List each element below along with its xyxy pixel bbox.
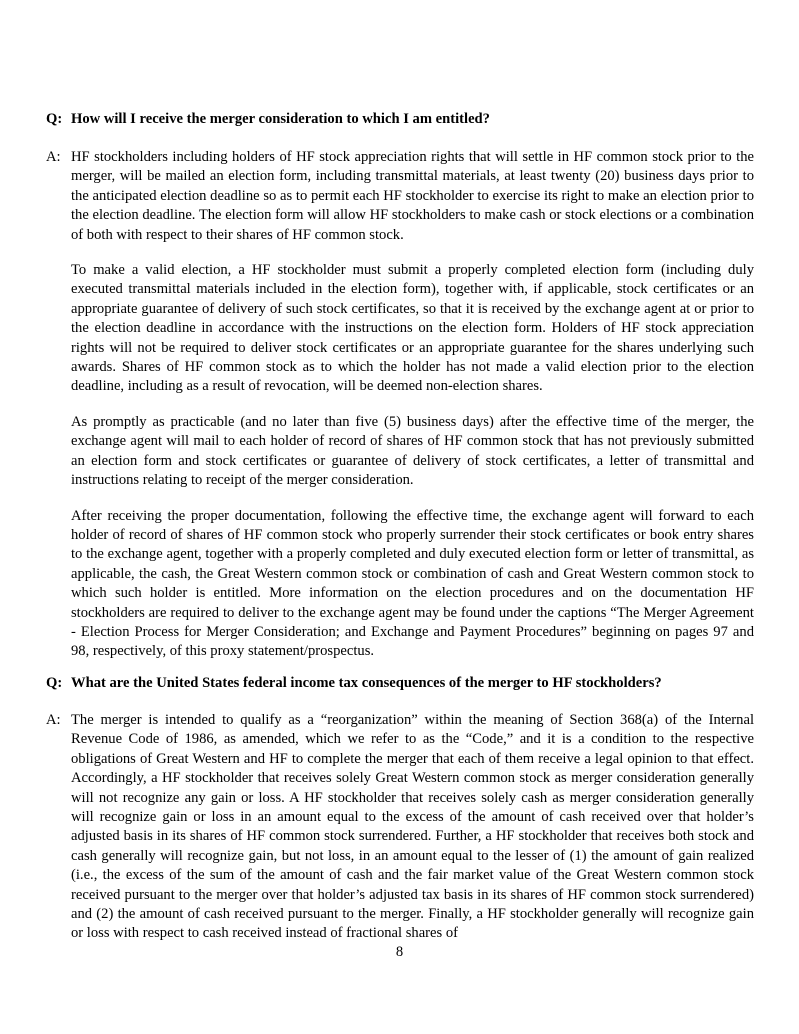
- question-text: How will I receive the merger consideration to which I am entitled?: [71, 111, 490, 127]
- question-label: Q:: [46, 111, 63, 127]
- answer-label: A:: [46, 149, 61, 165]
- answer-paragraph: As promptly as practicable (and no later than five (5) business days) after the effective time of the merger, the exchange agent will mail to each holder of record of shares of HF common stock that has not previously submitted an election form and stock certificates or guarantee of delivery of stock certificates, a letter of transmittal and instructions relating to receipt of the merger consideration.: [71, 413, 754, 489]
- answer-text: [71, 148, 754, 662]
- page-number: 8: [395, 944, 404, 960]
- answer-paragraph: To make a valid election, a HF stockholder must submit a properly completed election form (including duly executed transmittal materials included in the election form), together with, if applicable, stock certificates or an appropriate guarantee of delivery of such stock certificates, so that it is received by the exchange agent at or prior to the election deadline in accordance with the instructions on the election form. Holders of HF stock appreciation rights will not be required to deliver stock certificates or an appropriate guarantee for the shares underlying such awards. Shares of HF common stock as to which the holder has not made a valid election prior to the election deadline, including as a result of revocation, will be deemed non-election shares.: [71, 262, 754, 395]
- question-text: What are the United States federal income tax consequences of the merger to HF stockholders?: [71, 675, 662, 691]
- answer-paragraph: The merger is intended to qualify as a “reorganization” within the meaning of Section 368(a) of the Internal Revenue Code of 1986, as amended, which we refer to as the “Code,” and it is a condition to the respective obligations of Great Western and HF to complete the merger that each of them receive a legal opinion to that effect. Accordingly, a HF stockholder that receives solely Great Western common stock as merger consideration generally will not recognize any gain or loss. A HF stockholder that receives solely cash as merger consideration generally will recognize gain or loss in an amount equal to the excess of the amount of cash received over that holder’s adjusted basis in its shares of HF common stock surrendered. Further, a HF stockholder that receives both stock and cash generally will recognize gain, but not loss, in an amount equal to the lesser of (1) the amount of gain realized (i.e., the excess of the sum of the amount of cash and the fair market value of the Great Western common stock received pursuant to the merger over that holder’s adjusted tax basis in its shares of HF common stock surrendered) and (2) the amount of cash received pursuant to the merger. Finally, a HF stockholder generally will recognize gain or loss with respect to cash received instead of fractional shares of: [71, 712, 754, 942]
- question-2: [46, 674, 754, 693]
- question-label: Q:: [46, 675, 63, 691]
- question-1: [46, 110, 754, 129]
- answer-label: A:: [46, 712, 61, 728]
- answer-paragraph: HF stockholders including holders of HF stock appreciation rights that will settle in HF common stock prior to the merger, will be mailed an election form, including transmittal materials, at least twenty (20) business days prior to the anticipated election deadline so as to permit each HF stockholder to exercise its right to make an election prior to the election deadline. The election form will allow HF stockholders to make cash or stock elections or a combination of both with respect to their shares of HF common stock.: [71, 149, 754, 243]
- answer-paragraph: After receiving the proper documentation, following the effective time, the exchange agent will forward to each holder of record of shares of HF common stock who properly surrender their stock certificates or book entry shares to the exchange agent, together with a properly completed and duly executed election form or letter of transmittal, as applicable, the cash, the Great Western common stock or combination of cash and Great Western common stock to which such holder is entitled. More information on the election procedures and on the documentation HF stockholders are required to deliver to the exchange agent may be found under the captions “The Merger Agreement - Election Process for Merger Consideration; and Exchange and Payment Procedures” beginning on pages 97 and 98, respectively, of this proxy statement/prospectus.: [71, 507, 754, 660]
- answer-2: [46, 711, 754, 944]
- answer-text: [71, 711, 754, 944]
- answer-1: [46, 148, 754, 662]
